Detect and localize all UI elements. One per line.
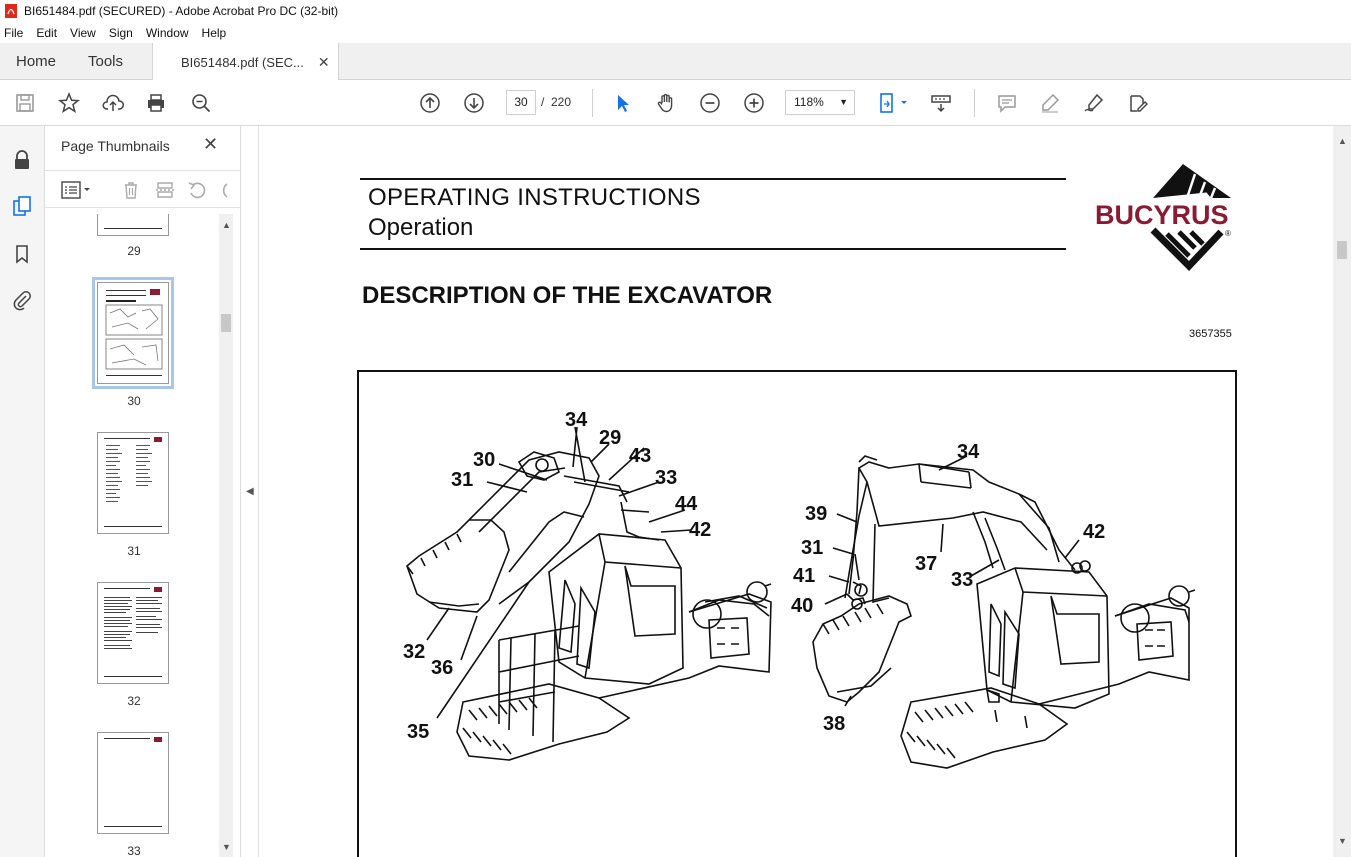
acrobat-icon bbox=[4, 4, 18, 18]
save-icon[interactable] bbox=[12, 90, 38, 116]
zoom-out-icon[interactable] bbox=[697, 90, 723, 116]
menu-window[interactable]: Window bbox=[145, 25, 189, 40]
thumbnail-label: 30 bbox=[127, 394, 141, 408]
page-number-input[interactable]: 30 bbox=[506, 90, 536, 115]
page-fit-icon[interactable] bbox=[876, 90, 912, 116]
callout-36: 36 bbox=[431, 657, 454, 679]
tab-tools[interactable]: Tools bbox=[88, 53, 124, 70]
callout-42-right: 42 bbox=[1083, 521, 1106, 543]
print-icon[interactable] bbox=[143, 90, 169, 116]
left-navigation-rail bbox=[0, 126, 45, 857]
callout-31-right: 31 bbox=[801, 537, 824, 559]
thumbnail-page-32[interactable] bbox=[97, 582, 169, 684]
thumbnail-label: 32 bbox=[127, 694, 141, 708]
thumbnail-label: 29 bbox=[127, 244, 141, 258]
thumbnail-preview bbox=[98, 433, 168, 533]
callout-42-left: 42 bbox=[689, 519, 712, 541]
edit-document-icon[interactable] bbox=[1125, 90, 1151, 116]
page-thumbnails-icon[interactable] bbox=[10, 194, 34, 218]
page-thumbnails-panel bbox=[45, 126, 241, 857]
select-cursor-icon[interactable] bbox=[610, 90, 636, 116]
security-lock-icon[interactable] bbox=[10, 148, 34, 172]
main-toolbar bbox=[0, 80, 1351, 126]
upload-cloud-icon[interactable] bbox=[100, 90, 126, 116]
callout-41: 41 bbox=[793, 565, 816, 587]
zoom-in-icon[interactable] bbox=[741, 90, 767, 116]
callout-30: 30 bbox=[473, 449, 496, 471]
close-tab-icon[interactable]: ✕ bbox=[317, 53, 330, 70]
collapse-arrow-icon: ◀ bbox=[246, 486, 254, 497]
document-number: 3657355 bbox=[1189, 328, 1232, 340]
thumbnail-preview bbox=[98, 583, 168, 683]
total-pages: 220 bbox=[551, 95, 572, 109]
menu-edit[interactable]: Edit bbox=[36, 25, 58, 40]
thumbnail-preview bbox=[98, 733, 168, 833]
callout-29: 29 bbox=[599, 427, 622, 449]
extract-pages-icon[interactable] bbox=[155, 180, 175, 200]
thumbnail-label: 31 bbox=[127, 544, 141, 558]
close-panel-icon[interactable]: ✕ bbox=[203, 134, 219, 154]
next-page-icon[interactable] bbox=[461, 90, 487, 116]
rotate-counterclockwise-icon[interactable] bbox=[187, 180, 207, 200]
callout-32: 32 bbox=[403, 641, 426, 663]
callout-44: 44 bbox=[675, 493, 698, 515]
callout-34-left: 34 bbox=[565, 409, 588, 431]
callout-31-left: 31 bbox=[451, 469, 474, 491]
thumbnail-page-33[interactable] bbox=[97, 732, 169, 834]
window-title: BI651484.pdf (SECURED) - Adobe Acrobat Pro DC (32-bit) bbox=[24, 4, 339, 18]
scroll-down-icon[interactable]: ▼ bbox=[222, 842, 231, 852]
menu-file[interactable]: File bbox=[4, 25, 24, 40]
header-subtitle: Operation bbox=[368, 214, 474, 241]
rotate-clockwise-icon[interactable] bbox=[217, 180, 229, 200]
panel-title: Page Thumbnails bbox=[61, 138, 170, 154]
scroll-down-icon[interactable]: ▼ bbox=[1338, 836, 1347, 846]
excavator-figure bbox=[357, 370, 1237, 857]
menu-help[interactable]: Help bbox=[201, 25, 227, 40]
collapse-panel-handle[interactable] bbox=[241, 126, 259, 857]
logo-text: BUCYRUS bbox=[1095, 200, 1229, 230]
callout-37: 37 bbox=[915, 553, 938, 575]
header-title: OPERATING INSTRUCTIONS bbox=[368, 184, 701, 211]
tab-bar bbox=[0, 43, 1351, 80]
thumbnail-list bbox=[45, 214, 223, 857]
registered-mark: ® bbox=[1225, 229, 1231, 238]
highlight-pen-icon[interactable] bbox=[1037, 90, 1063, 116]
page-separator: / bbox=[541, 95, 545, 109]
thumbnail-preview bbox=[98, 283, 168, 383]
callout-38: 38 bbox=[823, 713, 846, 735]
document-view[interactable] bbox=[259, 126, 1333, 857]
callout-33-right: 33 bbox=[951, 569, 974, 591]
comment-icon[interactable] bbox=[994, 90, 1020, 116]
zoom-level-dropdown[interactable] bbox=[785, 90, 855, 115]
document-scroll-thumb[interactable] bbox=[1337, 241, 1347, 259]
tab-document-label: BI651484.pdf (SEC... bbox=[181, 54, 304, 70]
attachments-paperclip-icon[interactable] bbox=[10, 288, 34, 312]
thumbnail-scrollbar[interactable] bbox=[219, 214, 233, 857]
previous-page-icon[interactable] bbox=[417, 90, 443, 116]
thumbnail-tools bbox=[45, 170, 241, 208]
thumbnail-page-31[interactable] bbox=[97, 432, 169, 534]
bookmark-star-icon[interactable] bbox=[56, 90, 82, 116]
bookmarks-icon[interactable] bbox=[10, 242, 34, 266]
header-rule-top bbox=[360, 178, 1066, 180]
document-scrollbar[interactable] bbox=[1333, 126, 1351, 857]
sign-pen-icon[interactable] bbox=[1081, 90, 1107, 116]
delete-page-icon[interactable] bbox=[121, 180, 141, 200]
header-rule-bottom bbox=[360, 248, 1066, 250]
menu-bar bbox=[0, 22, 1351, 43]
thumbnail-page-29[interactable] bbox=[97, 214, 169, 236]
tab-document[interactable] bbox=[152, 43, 339, 81]
excavator-illustration bbox=[359, 372, 1235, 857]
menu-view[interactable]: View bbox=[70, 25, 96, 40]
tab-home[interactable]: Home bbox=[16, 53, 57, 70]
callout-39: 39 bbox=[805, 503, 828, 525]
callout-33-left: 33 bbox=[655, 467, 678, 489]
section-heading: DESCRIPTION OF THE EXCAVATOR bbox=[362, 282, 773, 309]
thumbnail-scroll-thumb[interactable] bbox=[221, 314, 231, 332]
toolbar-divider bbox=[592, 89, 593, 117]
toolbar-divider bbox=[974, 89, 975, 117]
callout-40: 40 bbox=[791, 595, 814, 617]
callout-43: 43 bbox=[629, 445, 652, 467]
thumbnail-label: 33 bbox=[127, 844, 141, 857]
callout-35: 35 bbox=[407, 721, 430, 743]
scroll-up-icon[interactable]: ▲ bbox=[222, 220, 231, 230]
title-bar bbox=[0, 0, 1351, 22]
hand-tool-icon[interactable] bbox=[653, 90, 679, 116]
zoom-level-value: 118% bbox=[794, 95, 824, 109]
bucyrus-logo bbox=[1091, 162, 1271, 272]
scroll-up-icon[interactable]: ▲ bbox=[1338, 136, 1347, 146]
thumbnail-page-30[interactable] bbox=[97, 282, 169, 384]
chevron-down-icon: ▼ bbox=[839, 97, 848, 107]
callout-34-right: 34 bbox=[957, 441, 980, 463]
thumbnail-options-icon[interactable] bbox=[61, 180, 91, 200]
scroll-mode-icon[interactable] bbox=[928, 90, 954, 116]
zoom-search-icon[interactable] bbox=[188, 90, 214, 116]
menu-sign[interactable]: Sign bbox=[108, 25, 133, 40]
